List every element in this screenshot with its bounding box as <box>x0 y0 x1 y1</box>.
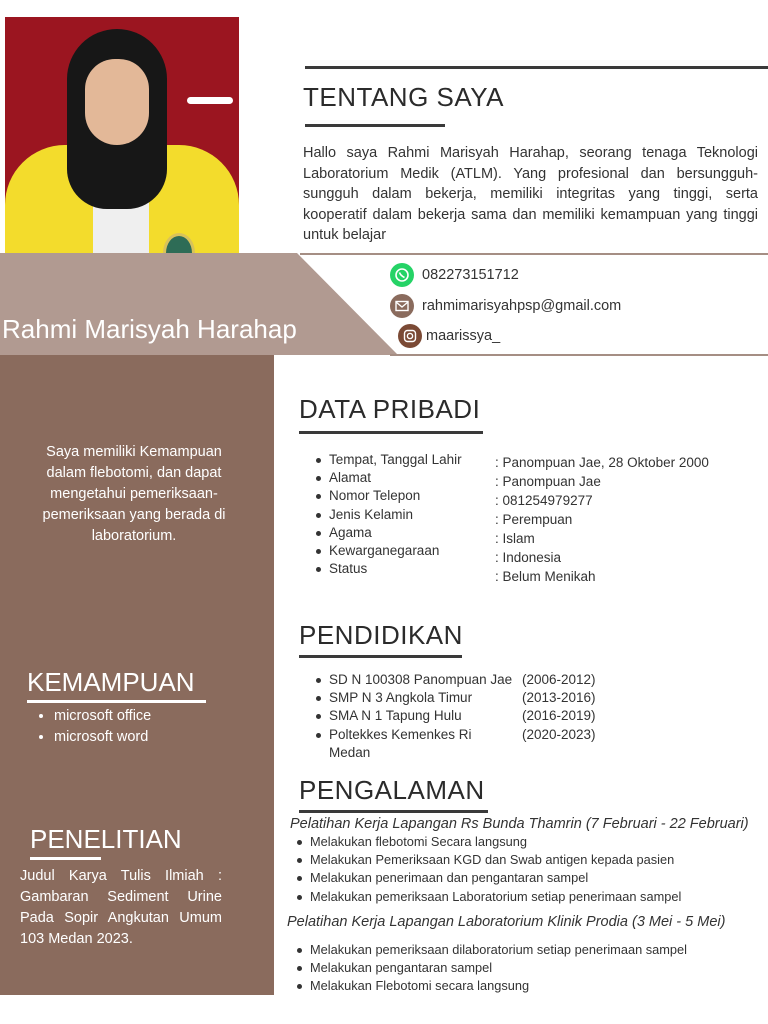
job-title: Pelatihan Kerja Lapangan Laboratorium Klinik Prodia (3 Mei - 5 Mei) <box>287 914 726 930</box>
education-row <box>329 726 596 762</box>
education-row <box>329 689 596 707</box>
list-item: Melakukan Flebotomi secara langsung <box>310 977 687 995</box>
education-school: SMP N 3 Angkola Timur <box>329 689 522 707</box>
personal-heading-rule <box>299 431 483 434</box>
personal-label: Nomor Telepon <box>329 487 462 505</box>
education-years: (2016-2019) <box>522 708 596 724</box>
job-task-list <box>310 833 681 906</box>
job-title: Pelatihan Kerja Lapangan Rs Bunda Thamrin (7 Februari - 22 Februari) <box>290 816 749 832</box>
personal-label: Kewarganegaraan <box>329 542 462 560</box>
education-row <box>329 707 596 725</box>
contact-phone[interactable] <box>390 263 519 287</box>
personal-value: : Islam <box>495 531 535 546</box>
personal-label: Alamat <box>329 469 462 487</box>
skills-heading: KEMAMPUAN <box>27 667 195 697</box>
education-row <box>329 671 596 689</box>
instagram-icon <box>398 324 422 348</box>
experience-heading-rule <box>299 810 488 813</box>
personal-values <box>495 453 709 586</box>
contact-instagram[interactable] <box>398 324 500 348</box>
list-item: Melakukan pemeriksaan Laboratorium setiap penerimaan sampel <box>310 888 681 906</box>
personal-label: Jenis Kelamin <box>329 506 462 524</box>
education-years: (2006-2012) <box>522 672 596 687</box>
list-item: • microsoft word <box>54 727 151 748</box>
contact-email[interactable] <box>390 294 621 318</box>
research-text: Judul Karya Tulis Ilmiah : Gambaran Sediment Urine Pada Sopir Angkutan Umum 103 Medan 2023. <box>20 868 222 947</box>
list-item: • microsoft office <box>54 706 151 727</box>
personal-value: : Panompuan Jae, 28 Oktober 2000 <box>495 455 709 470</box>
summary-text: Saya memiliki Kemampuan dalam flebotomi, dan dapat mengetahui pemeriksaan-pemeriksaan yang berada di laboratorium. <box>42 444 226 544</box>
research-heading: PENELITIAN <box>30 824 182 854</box>
personal-labels <box>329 451 462 578</box>
list-item: Melakukan penerimaan dan pengantaran sampel <box>310 869 681 887</box>
contact-bottom-rule <box>390 354 768 356</box>
instagram-text: maarissya_ <box>426 328 501 344</box>
person-name: Rahmi Marisyah Harahap <box>2 314 297 344</box>
photo-face <box>85 59 149 145</box>
skills-heading-rule <box>27 700 206 703</box>
education-heading: PENDIDIKAN <box>299 620 463 650</box>
education-list <box>329 671 596 762</box>
phone-text: 082273151712 <box>422 267 519 283</box>
education-school: SD N 100308 Panompuan Jae <box>329 671 522 689</box>
top-rule <box>305 66 768 69</box>
mail-icon <box>390 294 414 318</box>
email-text: rahmimarisyahpsp@gmail.com <box>422 298 622 314</box>
personal-label: Status <box>329 560 462 578</box>
whatsapp-icon <box>390 263 414 287</box>
photo-highlight <box>187 97 233 104</box>
personal-label: Tempat, Tanggal Lahir <box>329 451 462 469</box>
list-item: Melakukan Pemeriksaan KGD dan Swab antigen kepada pasien <box>310 851 681 869</box>
personal-value: : Perempuan <box>495 512 573 527</box>
about-text: Hallo saya Rahmi Marisyah Harahap, seorang tenaga Teknologi Laboratorium Medik (ATLM). Yang profesional dan bersungguh-sungguh dalam bekerja, memiliki integritas yang tinggi, serta kooperatif dalam bekerja sama dan memiliki kemampuan yang tinggi untuk belajar <box>303 145 758 243</box>
about-heading-rule <box>305 124 445 127</box>
education-years: (2020-2023) <box>522 726 596 742</box>
job-task-list <box>310 941 687 996</box>
education-school: Poltekkes Kemenkes Ri Medan <box>329 726 489 762</box>
list-item: Melakukan flebotomi Secara langsung <box>310 833 681 851</box>
education-school: SMA N 1 Tapung Hulu <box>329 707 522 725</box>
skills-list <box>54 706 151 748</box>
education-years: (2013-2016) <box>522 690 596 706</box>
personal-value: : Belum Menikah <box>495 569 596 584</box>
about-heading: TENTANG SAYA <box>303 82 505 112</box>
personal-value: : Indonesia <box>495 550 562 565</box>
personal-heading: DATA PRIBADI <box>299 394 481 424</box>
experience-heading: PENGALAMAN <box>299 775 485 805</box>
personal-label: Agama <box>329 524 462 542</box>
research-heading-rule <box>30 857 101 860</box>
about-bottom-rule <box>300 253 768 255</box>
personal-value: : Panompuan Jae <box>495 474 601 489</box>
personal-value: : 081254979277 <box>495 493 593 508</box>
list-item: Melakukan pemeriksaan dilaboratorium setiap penerimaan sampel <box>310 941 687 959</box>
list-item: Melakukan pengantaran sampel <box>310 959 687 977</box>
education-heading-rule <box>299 655 462 658</box>
